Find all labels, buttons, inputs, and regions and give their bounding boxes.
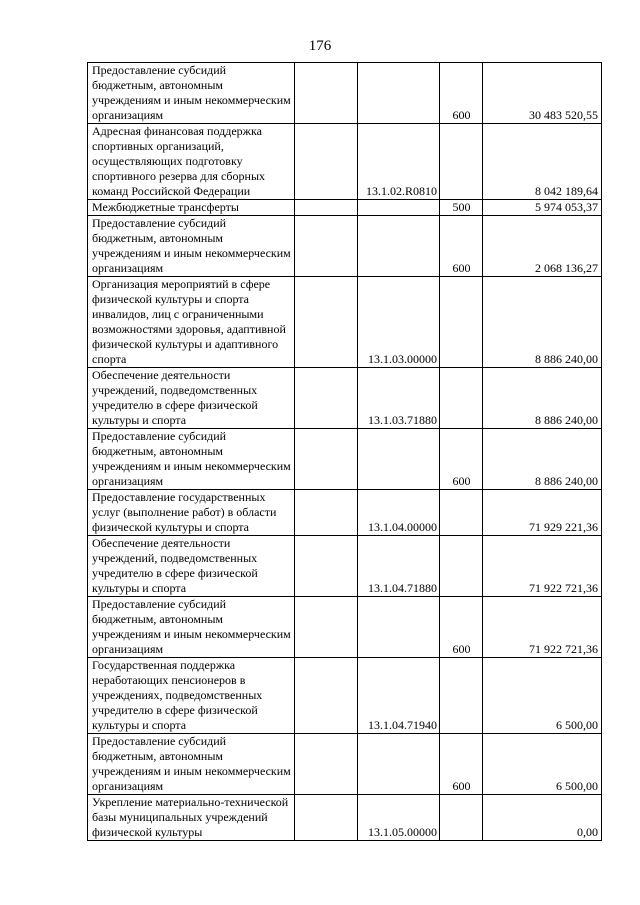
row-name: Предоставление субсидий бюджетным, автономным учреждениям и иным некоммерческим организациям: [88, 63, 295, 124]
row-expense-type: [440, 368, 483, 429]
row-expense-type: [440, 490, 483, 536]
row-amount: 2 068 136,27: [483, 216, 602, 277]
row-amount: 8 886 240,00: [483, 277, 602, 368]
row-expense-type: 600: [440, 597, 483, 658]
table-row: [88, 63, 602, 124]
row-expense-type: [440, 536, 483, 597]
row-expense-type: [440, 658, 483, 734]
row-name: Адресная финансовая поддержка спортивных организаций, осуществляющих подготовку спортивного резерва для сборных команд Российской Федерации: [88, 124, 295, 200]
row-name: Государственная поддержка неработающих пенсионеров в учреждениях, подведомственных учредителю в сфере физической культуры и спорта: [88, 658, 295, 734]
table-row: [88, 200, 602, 216]
row-code: 13.1.04.71880: [358, 536, 440, 597]
row-expense-type: 600: [440, 734, 483, 795]
row-expense-type: 600: [440, 63, 483, 124]
row-blank-cell: [295, 277, 358, 368]
row-amount: 71 922 721,36: [483, 597, 602, 658]
row-blank-cell: [295, 536, 358, 597]
row-expense-type: 500: [440, 200, 483, 216]
table-row: [88, 536, 602, 597]
row-blank-cell: [295, 216, 358, 277]
table-row: [88, 216, 602, 277]
row-amount: 30 483 520,55: [483, 63, 602, 124]
table-row: [88, 490, 602, 536]
row-blank-cell: [295, 597, 358, 658]
row-blank-cell: [295, 490, 358, 536]
table-row: [88, 658, 602, 734]
row-name: Межбюджетные трансферты: [88, 200, 295, 216]
row-blank-cell: [295, 734, 358, 795]
row-name: Укрепление материально-технической базы муниципальных учреждений физической культуры: [88, 795, 295, 841]
row-code: [358, 429, 440, 490]
row-blank-cell: [295, 200, 358, 216]
row-expense-type: [440, 124, 483, 200]
table-row: [88, 597, 602, 658]
table-row: [88, 277, 602, 368]
row-expense-type: [440, 795, 483, 841]
row-amount: 71 929 221,36: [483, 490, 602, 536]
row-name: Предоставление субсидий бюджетным, автономным учреждениям и иным некоммерческим организациям: [88, 734, 295, 795]
row-code: 13.1.05.00000: [358, 795, 440, 841]
row-amount: 71 922 721,36: [483, 536, 602, 597]
page-number: 176: [308, 38, 332, 54]
budget-table: [87, 62, 602, 841]
row-name: Обеспечение деятельности учреждений, подведомственных учредителю в сфере физической культуры и спорта: [88, 536, 295, 597]
row-name: Предоставление субсидий бюджетным, автономным учреждениям и иным некоммерческим организациям: [88, 216, 295, 277]
table-row: [88, 429, 602, 490]
row-code: [358, 734, 440, 795]
row-code: 13.1.02.R0810: [358, 124, 440, 200]
row-code: 13.1.04.00000: [358, 490, 440, 536]
row-amount: 6 500,00: [483, 734, 602, 795]
row-expense-type: 600: [440, 216, 483, 277]
row-code: [358, 597, 440, 658]
row-name: Предоставление государственных услуг (выполнение работ) в области физической культуры и спорта: [88, 490, 295, 536]
row-expense-type: [440, 277, 483, 368]
row-amount: 6 500,00: [483, 658, 602, 734]
table-row: [88, 795, 602, 841]
budget-table-body: [88, 63, 602, 841]
row-name: Обеспечение деятельности учреждений, подведомственных учредителю в сфере физической культуры и спорта: [88, 368, 295, 429]
row-blank-cell: [295, 429, 358, 490]
row-code: 13.1.03.71880: [358, 368, 440, 429]
row-code: [358, 200, 440, 216]
row-name: Организация мероприятий в сфере физической культуры и спорта инвалидов, лиц с ограниченными возможностями здоровья, адаптивной физической культуры и адаптивного спорта: [88, 277, 295, 368]
row-code: [358, 63, 440, 124]
row-code: 13.1.03.00000: [358, 277, 440, 368]
row-name: Предоставление субсидий бюджетным, автономным учреждениям и иным некоммерческим организациям: [88, 429, 295, 490]
row-blank-cell: [295, 795, 358, 841]
table-row: [88, 368, 602, 429]
row-amount: 8 886 240,00: [483, 429, 602, 490]
row-amount: 0,00: [483, 795, 602, 841]
row-amount: 5 974 053,37: [483, 200, 602, 216]
row-expense-type: 600: [440, 429, 483, 490]
row-name: Предоставление субсидий бюджетным, автономным учреждениям и иным некоммерческим организациям: [88, 597, 295, 658]
table-row: [88, 734, 602, 795]
row-blank-cell: [295, 658, 358, 734]
table-row: [88, 124, 602, 200]
row-blank-cell: [295, 124, 358, 200]
row-blank-cell: [295, 368, 358, 429]
row-code: [358, 216, 440, 277]
row-blank-cell: [295, 63, 358, 124]
row-amount: 8 886 240,00: [483, 368, 602, 429]
row-amount: 8 042 189,64: [483, 124, 602, 200]
row-code: 13.1.04.71940: [358, 658, 440, 734]
